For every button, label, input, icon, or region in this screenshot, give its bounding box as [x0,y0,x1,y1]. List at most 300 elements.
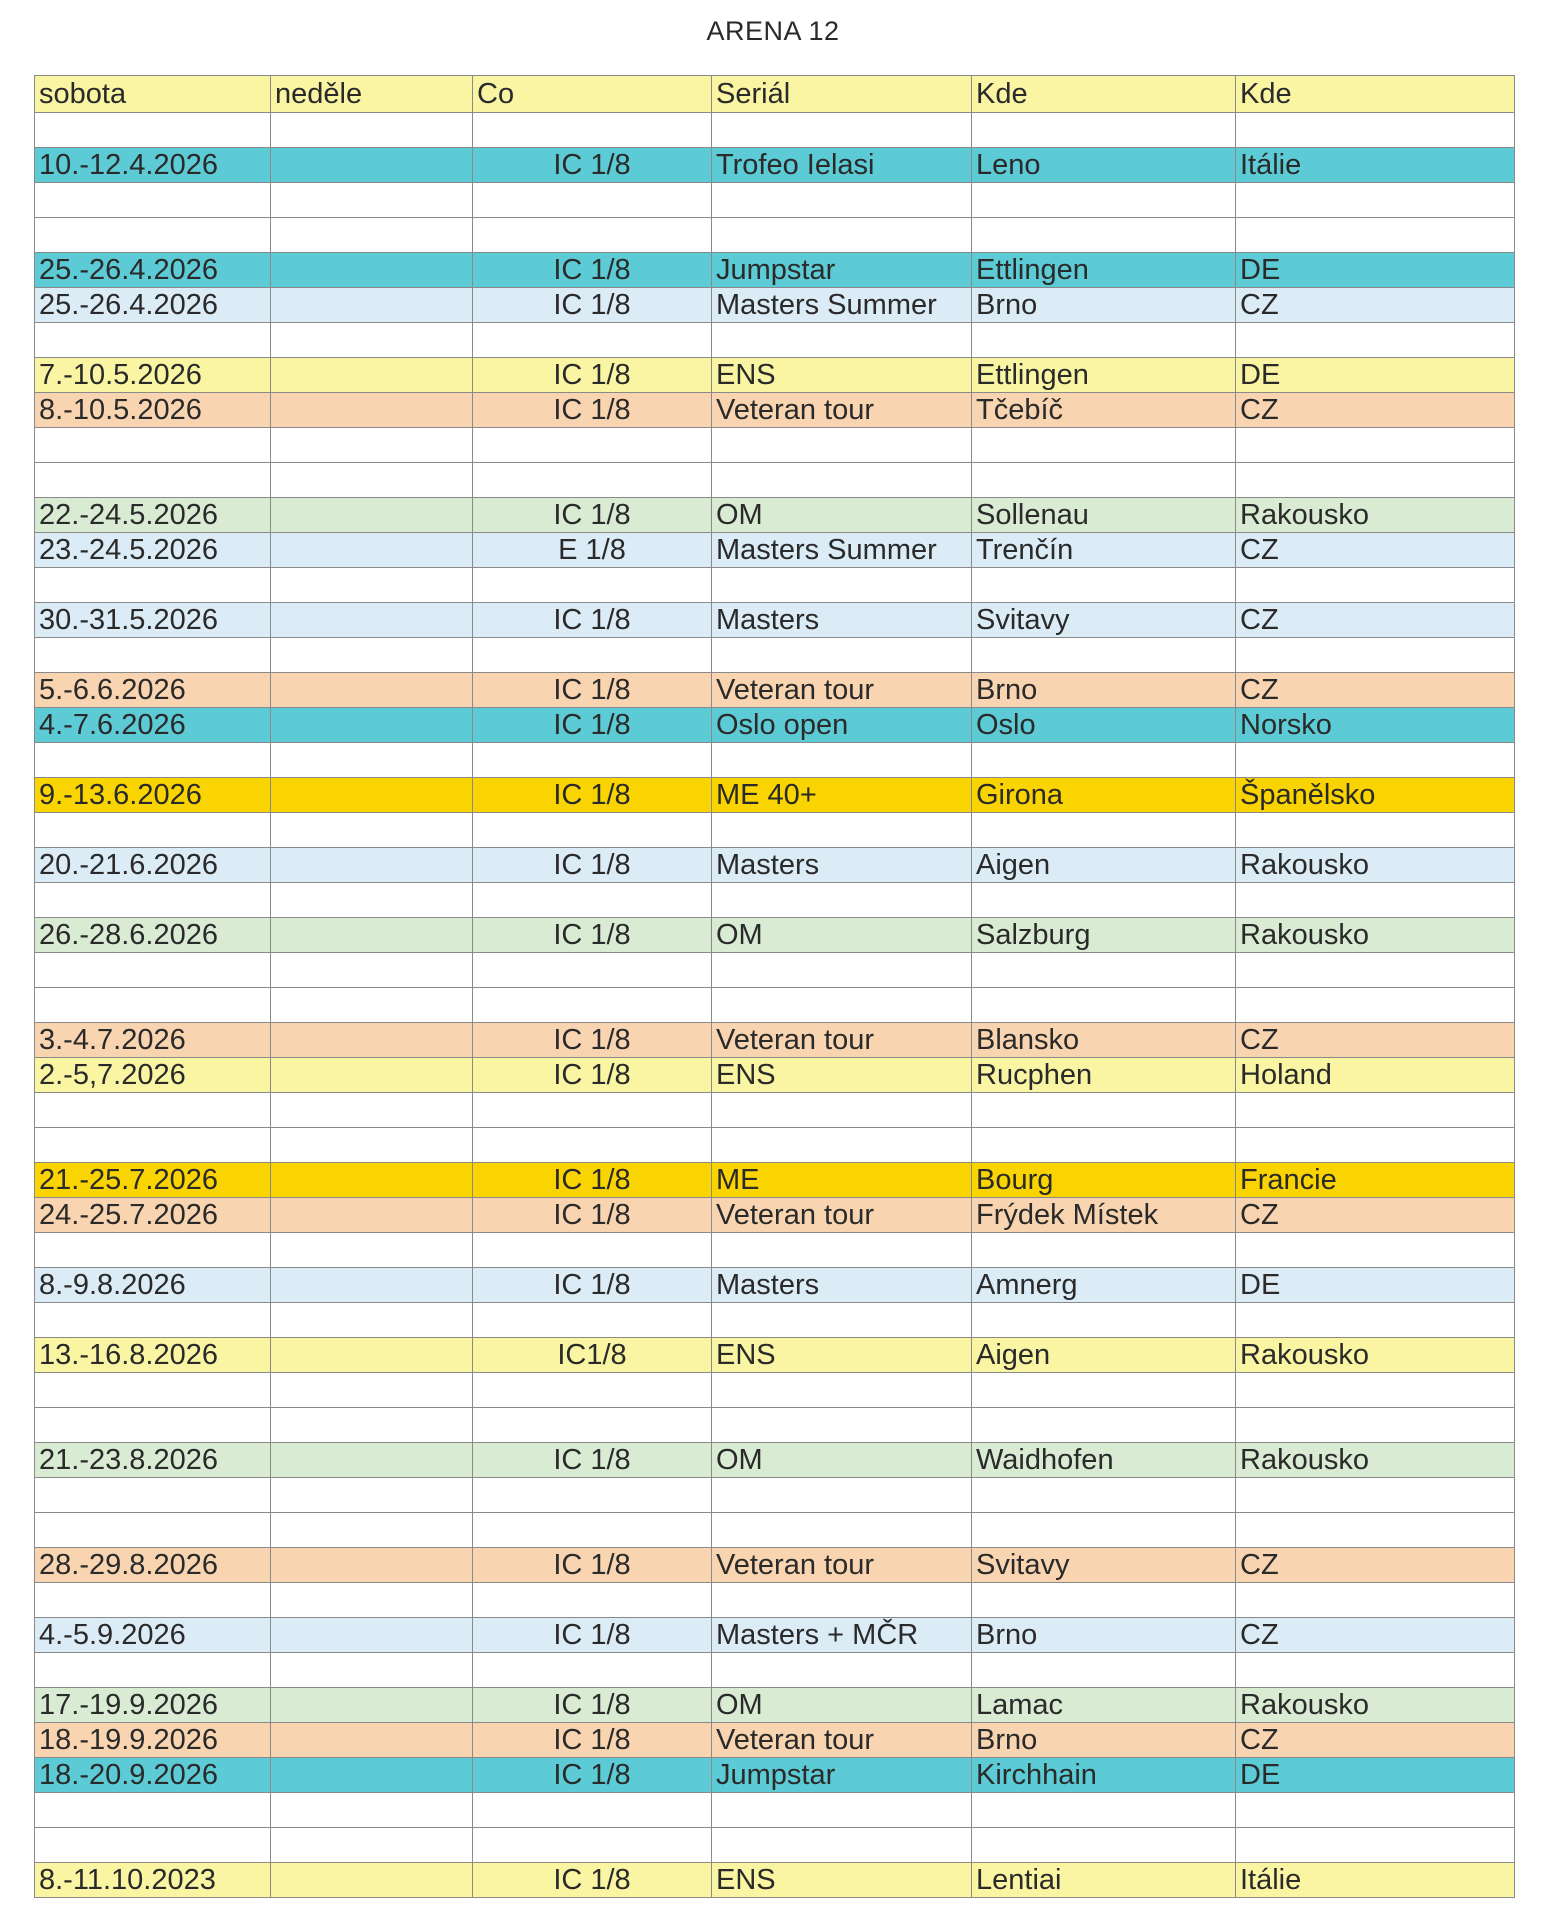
empty-cell [271,1093,473,1128]
cell-co: IC 1/8 [473,498,712,533]
empty-cell [271,113,473,148]
cell-serial: OM [712,1688,972,1723]
empty-cell [35,953,271,988]
cell-nedele [271,1023,473,1058]
cell-serial: Jumpstar [712,1758,972,1793]
cell-serial: Veteran tour [712,393,972,428]
table-row [35,1338,1515,1373]
empty-cell [972,1303,1236,1338]
cell-country: Rakousko [1236,1443,1515,1478]
empty-cell [35,883,271,918]
cell-country: CZ [1236,533,1515,568]
cell-nedele [271,778,473,813]
empty-row [35,743,1515,778]
cell-nedele [271,358,473,393]
empty-cell [35,1408,271,1443]
empty-cell [712,638,972,673]
empty-cell [35,1373,271,1408]
empty-cell [473,1303,712,1338]
cell-serial: Masters [712,848,972,883]
empty-cell [712,1513,972,1548]
empty-cell [473,813,712,848]
cell-serial: Veteran tour [712,1723,972,1758]
header-nedele: neděle [271,76,473,113]
empty-cell [1236,1793,1515,1828]
empty-cell [972,568,1236,603]
empty-cell [35,568,271,603]
empty-cell [1236,743,1515,778]
empty-cell [35,1653,271,1688]
cell-co: IC1/8 [473,1338,712,1373]
cell-serial: ME [712,1163,972,1198]
cell-country: Španělsko [1236,778,1515,813]
cell-nedele [271,1863,473,1898]
cell-country: Rakousko [1236,1688,1515,1723]
empty-cell [712,883,972,918]
cell-nedele [271,533,473,568]
empty-row [35,1828,1515,1863]
cell-serial: Masters Summer [712,288,972,323]
cell-place: Brno [972,288,1236,323]
cell-country: CZ [1236,1618,1515,1653]
empty-cell [271,218,473,253]
cell-date: 18.-19.9.2026 [35,1723,271,1758]
cell-nedele [271,1548,473,1583]
empty-row [35,218,1515,253]
empty-cell [35,113,271,148]
empty-cell [712,953,972,988]
cell-country: Francie [1236,1163,1515,1198]
cell-country: CZ [1236,1723,1515,1758]
empty-cell [473,988,712,1023]
cell-country: CZ [1236,603,1515,638]
empty-cell [712,568,972,603]
empty-cell [1236,988,1515,1023]
cell-co: IC 1/8 [473,1023,712,1058]
cell-place: Lentiai [972,1863,1236,1898]
empty-cell [35,463,271,498]
cell-date: 4.-7.6.2026 [35,708,271,743]
cell-date: 4.-5.9.2026 [35,1618,271,1653]
cell-nedele [271,1163,473,1198]
empty-cell [473,883,712,918]
table-row [35,603,1515,638]
empty-cell [1236,953,1515,988]
empty-cell [271,1513,473,1548]
table-row [35,533,1515,568]
empty-cell [35,183,271,218]
cell-date: 23.-24.5.2026 [35,533,271,568]
cell-nedele [271,498,473,533]
empty-cell [271,1793,473,1828]
empty-cell [35,1478,271,1513]
empty-cell [271,1478,473,1513]
table-row [35,393,1515,428]
empty-cell [972,988,1236,1023]
empty-cell [473,638,712,673]
cell-date: 30.-31.5.2026 [35,603,271,638]
empty-cell [35,1093,271,1128]
cell-date: 28.-29.8.2026 [35,1548,271,1583]
empty-cell [271,813,473,848]
cell-country: DE [1236,253,1515,288]
cell-country: Rakousko [1236,1338,1515,1373]
empty-cell [271,1653,473,1688]
empty-row [35,463,1515,498]
table-row [35,498,1515,533]
table-row [35,1058,1515,1093]
empty-cell [712,428,972,463]
empty-row [35,1513,1515,1548]
table-row [35,358,1515,393]
empty-cell [271,638,473,673]
table-row [35,1863,1515,1898]
empty-cell [1236,1303,1515,1338]
empty-row [35,1408,1515,1443]
table-row [35,778,1515,813]
empty-cell [271,323,473,358]
cell-serial: ENS [712,1058,972,1093]
cell-place: Brno [972,673,1236,708]
empty-cell [473,1478,712,1513]
cell-place: Ettlingen [972,253,1236,288]
cell-nedele [271,148,473,183]
empty-row [35,1233,1515,1268]
table-row [35,1163,1515,1198]
empty-cell [473,1373,712,1408]
empty-cell [271,883,473,918]
cell-date: 3.-4.7.2026 [35,1023,271,1058]
empty-cell [1236,463,1515,498]
empty-cell [712,1583,972,1618]
table-row [35,708,1515,743]
empty-cell [473,568,712,603]
empty-row [35,183,1515,218]
empty-cell [35,1793,271,1828]
empty-cell [1236,883,1515,918]
empty-cell [473,463,712,498]
cell-place: Aigen [972,1338,1236,1373]
cell-country: CZ [1236,1023,1515,1058]
empty-cell [473,1793,712,1828]
empty-cell [473,743,712,778]
cell-nedele [271,1723,473,1758]
empty-row [35,1128,1515,1163]
empty-cell [35,1303,271,1338]
empty-cell [473,1093,712,1128]
table-row [35,253,1515,288]
empty-cell [1236,218,1515,253]
cell-country: Rakousko [1236,918,1515,953]
empty-cell [972,1408,1236,1443]
empty-cell [271,1373,473,1408]
cell-serial: OM [712,1443,972,1478]
cell-country: DE [1236,1758,1515,1793]
empty-row [35,953,1515,988]
empty-cell [35,813,271,848]
cell-serial: ME 40+ [712,778,972,813]
cell-serial: Masters Summer [712,533,972,568]
empty-cell [271,1408,473,1443]
table-row [35,848,1515,883]
empty-cell [1236,1653,1515,1688]
table-row [35,673,1515,708]
table-row [35,1023,1515,1058]
empty-cell [473,953,712,988]
cell-nedele [271,1618,473,1653]
empty-cell [972,428,1236,463]
cell-nedele [271,288,473,323]
header-kde: Kde [972,76,1236,113]
empty-cell [271,428,473,463]
empty-row [35,1583,1515,1618]
empty-cell [1236,428,1515,463]
empty-cell [972,183,1236,218]
empty-row [35,1653,1515,1688]
cell-date: 10.-12.4.2026 [35,148,271,183]
cell-country: DE [1236,1268,1515,1303]
cell-nedele [271,673,473,708]
cell-co: IC 1/8 [473,288,712,323]
cell-nedele [271,848,473,883]
empty-row [35,1793,1515,1828]
empty-cell [473,323,712,358]
empty-cell [972,1793,1236,1828]
empty-row [35,1303,1515,1338]
cell-co: IC 1/8 [473,393,712,428]
empty-cell [712,1653,972,1688]
empty-cell [972,638,1236,673]
table-row [35,918,1515,953]
empty-cell [712,1373,972,1408]
cell-place: Amnerg [972,1268,1236,1303]
cell-nedele [271,1758,473,1793]
cell-serial: OM [712,918,972,953]
cell-co: IC 1/8 [473,358,712,393]
empty-cell [972,1093,1236,1128]
empty-cell [712,1303,972,1338]
empty-cell [35,323,271,358]
cell-place: Brno [972,1723,1236,1758]
empty-cell [271,743,473,778]
cell-date: 24.-25.7.2026 [35,1198,271,1233]
cell-country: CZ [1236,1198,1515,1233]
table-row [35,1268,1515,1303]
table-row [35,1548,1515,1583]
cell-country: Rakousko [1236,498,1515,533]
schedule-table-body [35,76,1515,1898]
cell-date: 18.-20.9.2026 [35,1758,271,1793]
empty-cell [1236,1128,1515,1163]
cell-date: 8.-9.8.2026 [35,1268,271,1303]
cell-serial: Veteran tour [712,1548,972,1583]
empty-cell [972,743,1236,778]
empty-cell [271,568,473,603]
empty-cell [1236,813,1515,848]
cell-serial: Oslo open [712,708,972,743]
cell-date: 5.-6.6.2026 [35,673,271,708]
schedule-table [34,75,1515,1898]
table-row [35,148,1515,183]
cell-date: 25.-26.4.2026 [35,253,271,288]
empty-cell [712,1793,972,1828]
empty-cell [712,743,972,778]
empty-cell [712,813,972,848]
empty-cell [712,113,972,148]
empty-cell [1236,1828,1515,1863]
cell-serial: Masters [712,1268,972,1303]
cell-place: Tčebíč [972,393,1236,428]
cell-date: 20.-21.6.2026 [35,848,271,883]
cell-serial: ENS [712,358,972,393]
cell-nedele [271,1198,473,1233]
cell-place: Trenčín [972,533,1236,568]
cell-country: Norsko [1236,708,1515,743]
cell-nedele [271,1338,473,1373]
cell-place: Lamac [972,1688,1236,1723]
cell-country: Itálie [1236,148,1515,183]
header-kde-country: Kde [1236,76,1515,113]
empty-cell [473,1233,712,1268]
empty-cell [972,1828,1236,1863]
empty-cell [35,428,271,463]
empty-cell [712,218,972,253]
cell-co: IC 1/8 [473,673,712,708]
cell-place: Girona [972,778,1236,813]
table-row [35,288,1515,323]
cell-serial: Veteran tour [712,1023,972,1058]
empty-cell [712,1408,972,1443]
cell-co: IC 1/8 [473,1548,712,1583]
header-serial: Seriál [712,76,972,113]
cell-co: IC 1/8 [473,1058,712,1093]
empty-row [35,568,1515,603]
cell-country: Itálie [1236,1863,1515,1898]
cell-nedele [271,1268,473,1303]
cell-serial: Jumpstar [712,253,972,288]
empty-cell [712,183,972,218]
cell-place: Frýdek Místek [972,1198,1236,1233]
cell-co: IC 1/8 [473,1443,712,1478]
cell-co: IC 1/8 [473,1863,712,1898]
empty-cell [1236,1478,1515,1513]
cell-co: IC 1/8 [473,603,712,638]
empty-row [35,1478,1515,1513]
empty-cell [1236,1233,1515,1268]
header-sobota: sobota [35,76,271,113]
empty-cell [271,1583,473,1618]
empty-cell [972,1233,1236,1268]
empty-cell [271,988,473,1023]
cell-place: Waidhofen [972,1443,1236,1478]
cell-place: Oslo [972,708,1236,743]
cell-date: 7.-10.5.2026 [35,358,271,393]
empty-cell [972,218,1236,253]
empty-row [35,1093,1515,1128]
empty-cell [1236,1513,1515,1548]
empty-cell [972,813,1236,848]
table-row [35,1198,1515,1233]
cell-country: CZ [1236,393,1515,428]
cell-serial: Veteran tour [712,1198,972,1233]
cell-place: Ettlingen [972,358,1236,393]
cell-co: IC 1/8 [473,148,712,183]
cell-country: Rakousko [1236,848,1515,883]
page-title: ARENA 12 [706,16,840,46]
empty-cell [1236,568,1515,603]
empty-cell [712,988,972,1023]
cell-place: Svitavy [972,1548,1236,1583]
empty-cell [35,1128,271,1163]
empty-row [35,883,1515,918]
cell-country: DE [1236,358,1515,393]
cell-nedele [271,1058,473,1093]
cell-date: 22.-24.5.2026 [35,498,271,533]
cell-nedele [271,708,473,743]
empty-cell [473,1513,712,1548]
empty-cell [473,1828,712,1863]
cell-serial: OM [712,498,972,533]
cell-country: Holand [1236,1058,1515,1093]
empty-cell [1236,323,1515,358]
cell-place: Kirchhain [972,1758,1236,1793]
empty-row [35,323,1515,358]
cell-nedele [271,253,473,288]
cell-date: 26.-28.6.2026 [35,918,271,953]
empty-cell [712,463,972,498]
cell-serial: Masters [712,603,972,638]
empty-cell [271,1828,473,1863]
cell-serial: Trofeo Ielasi [712,148,972,183]
empty-cell [271,1303,473,1338]
empty-cell [972,1373,1236,1408]
cell-co: IC 1/8 [473,1618,712,1653]
empty-cell [473,1128,712,1163]
empty-cell [712,1093,972,1128]
empty-cell [473,113,712,148]
empty-cell [1236,1583,1515,1618]
empty-cell [1236,183,1515,218]
empty-cell [972,113,1236,148]
empty-cell [1236,113,1515,148]
cell-place: Salzburg [972,918,1236,953]
empty-cell [972,1513,1236,1548]
cell-nedele [271,393,473,428]
empty-cell [972,883,1236,918]
cell-co: IC 1/8 [473,848,712,883]
table-row [35,1618,1515,1653]
empty-cell [271,463,473,498]
empty-cell [712,323,972,358]
empty-cell [35,1583,271,1618]
cell-country: CZ [1236,1548,1515,1583]
empty-cell [473,218,712,253]
cell-co: IC 1/8 [473,778,712,813]
cell-date: 21.-23.8.2026 [35,1443,271,1478]
table-row [35,1443,1515,1478]
empty-cell [972,323,1236,358]
empty-cell [1236,1408,1515,1443]
empty-cell [35,743,271,778]
cell-date: 13.-16.8.2026 [35,1338,271,1373]
empty-cell [712,1233,972,1268]
cell-date: 9.-13.6.2026 [35,778,271,813]
cell-date: 21.-25.7.2026 [35,1163,271,1198]
cell-country: CZ [1236,673,1515,708]
empty-cell [35,988,271,1023]
cell-serial: Masters + MČR [712,1618,972,1653]
cell-nedele [271,918,473,953]
